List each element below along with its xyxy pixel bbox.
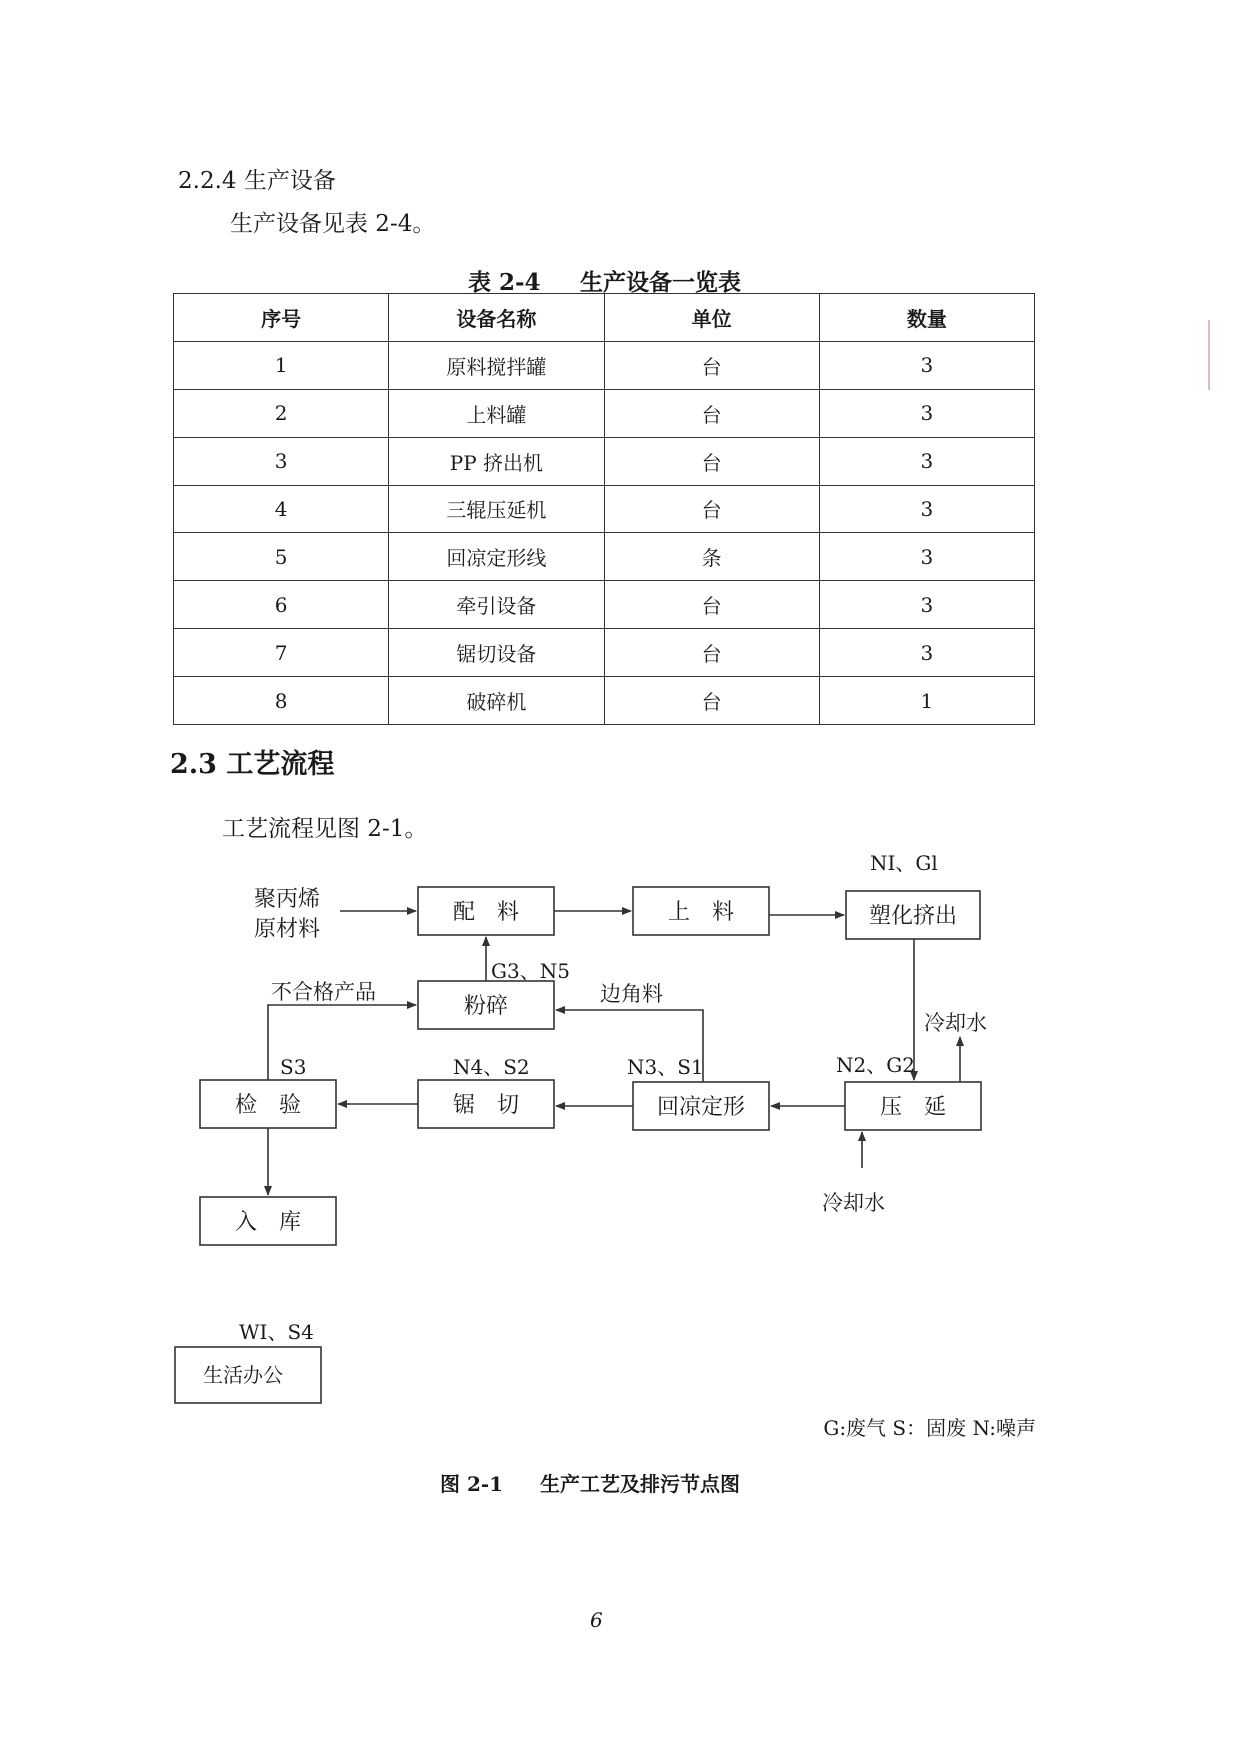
scan-edge-mark (1208, 320, 1210, 390)
table-cell: 台 (604, 485, 819, 533)
label-cooling-water-out: 冷却水 (924, 1011, 987, 1035)
table-cell: 5 (174, 533, 389, 581)
input-material-line1: 聚丙烯 (254, 887, 321, 912)
label-s3: S3 (280, 1055, 307, 1079)
table-cell: 破碎机 (389, 677, 604, 725)
label-g3-n5: G3、N5 (491, 959, 570, 983)
table-caption-title: 生产设备一览表 (580, 269, 741, 296)
table-cell: 3 (819, 581, 1034, 629)
table-cell: 台 (604, 677, 819, 725)
box-shenghuo-label: 生活办公 (203, 1363, 283, 1387)
table-cell: PP 挤出机 (389, 437, 604, 485)
section-23-intro: 工艺流程见图 2-1。 (222, 816, 428, 842)
table-cell: 7 (174, 629, 389, 677)
label-n2-g2: N2、G2 (836, 1053, 915, 1077)
label-w1-s4: WI、S4 (239, 1320, 314, 1344)
table-cell: 锯切设备 (389, 629, 604, 677)
figure-caption-number: 图 2-1 (440, 1472, 504, 1496)
table-cell: 条 (604, 533, 819, 581)
table-cell: 台 (604, 581, 819, 629)
label-scrap: 边角料 (600, 982, 663, 1006)
box-jianyan-label: 检 验 (234, 1093, 302, 1118)
table-cell: 台 (604, 437, 819, 485)
page-number: 6 (590, 1608, 603, 1632)
box-shangliao-label: 上 料 (667, 900, 735, 925)
box-peiliao-label: 配 料 (452, 900, 520, 925)
section-224-intro: 生产设备见表 2-4。 (230, 211, 436, 237)
label-unqualified: 不合格产品 (271, 980, 376, 1004)
table-cell: 3 (819, 341, 1034, 389)
table-cell: 3 (819, 485, 1034, 533)
box-suhua-label: 塑化挤出 (868, 904, 958, 929)
table-cell: 回凉定形线 (389, 533, 604, 581)
table-cell: 3 (819, 533, 1034, 581)
flow-legend: G:废气 S：固废 N:噪声 (823, 1416, 1036, 1440)
label-n3-s1: N3、S1 (627, 1055, 704, 1079)
section-23-heading: 2.3 工艺流程 (170, 749, 335, 780)
box-ruku-label: 入 库 (234, 1210, 302, 1235)
box-huiliang-label: 回凉定形 (656, 1095, 746, 1120)
table-header-cell: 设备名称 (389, 294, 604, 342)
table-cell: 台 (604, 629, 819, 677)
input-material-line2: 原材料 (254, 917, 321, 942)
table-cell: 3 (819, 389, 1034, 437)
section-224-heading: 2.2.4 生产设备 (178, 168, 336, 194)
box-juqie-label: 锯 切 (452, 1093, 520, 1118)
table-cell: 台 (604, 341, 819, 389)
figure-caption-title: 生产工艺及排污节点图 (540, 1472, 740, 1496)
table-header-cell: 单位 (604, 294, 819, 342)
table-cell: 3 (174, 437, 389, 485)
table-cell: 4 (174, 485, 389, 533)
table-header-cell: 序号 (174, 294, 389, 342)
table-cell: 台 (604, 389, 819, 437)
table-cell: 牵引设备 (389, 581, 604, 629)
label-n1-g1: NI、Gl (870, 851, 938, 875)
box-fensui-label: 粉碎 (463, 994, 509, 1019)
box-yayan-label: 压 延 (879, 1095, 947, 1120)
table-caption-number: 表 2-4 (468, 269, 541, 296)
table-cell: 6 (174, 581, 389, 629)
label-n4-s2: N4、S2 (453, 1055, 530, 1079)
table-cell: 8 (174, 677, 389, 725)
table-cell: 1 (819, 677, 1034, 725)
table-cell: 3 (819, 437, 1034, 485)
table-header-cell: 数量 (819, 294, 1034, 342)
table-cell: 1 (174, 341, 389, 389)
table-cell: 3 (819, 629, 1034, 677)
table-cell: 原料搅拌罐 (389, 341, 604, 389)
table-cell: 上料罐 (389, 389, 604, 437)
table-cell: 2 (174, 389, 389, 437)
table-cell: 三辊压延机 (389, 485, 604, 533)
label-cooling-water-in: 冷却水 (822, 1191, 885, 1215)
